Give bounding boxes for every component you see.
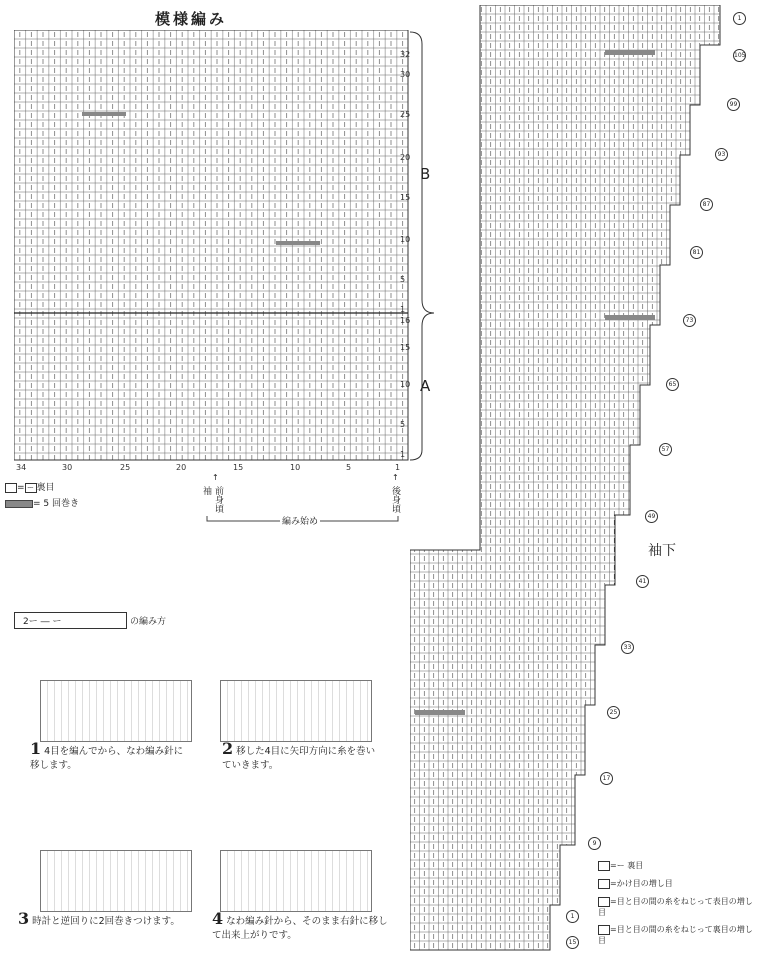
col-number: 15	[233, 463, 244, 472]
pattern-title: 模様編み	[155, 10, 228, 28]
legend-purl: =ー 裏目	[598, 860, 643, 871]
legend-twist-knit: =目と目の間の糸をねじって表目の増し目	[598, 897, 753, 917]
row-callout: 105	[733, 49, 746, 62]
legend-yo: =かけ目の増し目	[598, 878, 673, 889]
section-a-label: A	[420, 377, 431, 395]
row-number: 15	[400, 193, 411, 202]
front-label: 前身頃	[213, 486, 223, 513]
row-number: 1	[400, 305, 406, 314]
step-4-text: 4 なわ編み針から、そのまま右針に移して出来上がりです。	[212, 909, 388, 941]
row-callout: 1	[733, 12, 746, 25]
row-number: 10	[400, 380, 411, 389]
purl-legend: = ー 裏目	[5, 480, 55, 493]
col-number: 30	[62, 463, 73, 472]
twist-purl-icon	[598, 925, 610, 935]
row-number: 15	[400, 343, 411, 352]
row-callout: 15	[566, 936, 579, 949]
sleeve-label: 袖	[201, 486, 211, 495]
yarn-over-icon	[598, 879, 610, 889]
start-label: 編み始め	[280, 514, 320, 527]
howto-symbol: 2ー ― ー	[14, 612, 127, 629]
row-callout: 25	[607, 706, 620, 719]
twist-knit-icon	[598, 897, 610, 907]
empty-cell-icon	[5, 483, 17, 493]
step-1-text: 1 4目を編んでから、なわ編み針に移します。	[30, 739, 184, 771]
row-number: 16	[400, 316, 411, 325]
step-1-illustration	[40, 680, 192, 742]
row-callout: 33	[621, 641, 634, 654]
row-number: 30	[400, 70, 411, 79]
row-callout: 17	[600, 772, 613, 785]
row-number: 5	[400, 275, 406, 284]
row-callout: 57	[659, 443, 672, 456]
col-number: 34	[16, 463, 27, 472]
sleeve-chart	[410, 5, 725, 955]
row-number: 10	[400, 235, 411, 244]
row-callout: 87	[700, 198, 713, 211]
step-3-text: 3 時計と逆回りに2回巻きつけます。	[18, 909, 180, 928]
arrow-up-icon: ↑	[392, 473, 399, 482]
row-callout: 9	[588, 837, 601, 850]
section-b-label: B	[420, 165, 431, 183]
row-callout: 73	[683, 314, 696, 327]
row-number: 1	[400, 450, 406, 459]
legend-twist-purl: =目と目の間の糸をねじって裏目の増し目	[598, 925, 753, 945]
step-2-illustration	[220, 680, 372, 742]
step-3-illustration	[40, 850, 192, 912]
row-callout: 93	[715, 148, 728, 161]
col-number: 1	[395, 463, 401, 472]
row-callout: 1	[566, 910, 579, 923]
row-callout: 65	[666, 378, 679, 391]
pattern-chart	[14, 30, 409, 462]
wrap-bar-icon	[5, 500, 33, 508]
col-number: 10	[290, 463, 301, 472]
wrap-legend: = 5 回巻き	[5, 496, 79, 509]
row-number: 5	[400, 420, 406, 429]
row-number: 32	[400, 50, 411, 59]
col-number: 25	[120, 463, 131, 472]
sleeve-title: 袖下	[648, 543, 676, 559]
row-callout: 99	[727, 98, 740, 111]
howto-title: の編み方	[130, 617, 167, 627]
row-callout: 49	[645, 510, 658, 523]
row-number: 25	[400, 110, 411, 119]
step-4-illustration	[220, 850, 372, 912]
row-callout: 81	[690, 246, 703, 259]
back-label: 後身頃	[390, 486, 400, 513]
col-number: 5	[346, 463, 352, 472]
row-callout: 41	[636, 575, 649, 588]
arrow-up-icon: ↑	[212, 473, 219, 482]
col-number: 20	[176, 463, 187, 472]
step-2-text: 2 移した4目に矢印方向に糸を巻いていきます。	[222, 739, 376, 771]
empty-cell-icon	[598, 861, 610, 871]
row-number: 20	[400, 153, 411, 162]
